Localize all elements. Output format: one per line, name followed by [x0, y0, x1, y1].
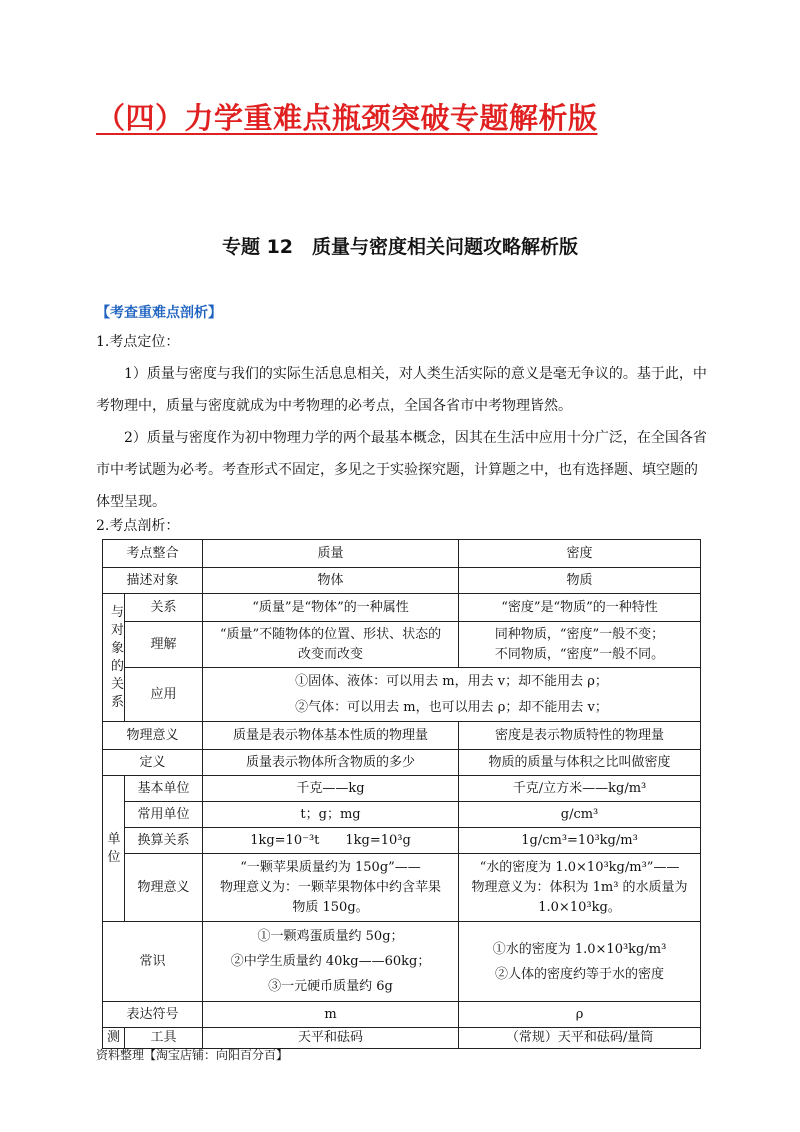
table-row: [103, 622, 701, 668]
physical-meaning-label: 物理意义: [103, 722, 203, 750]
table-row: [103, 776, 701, 802]
symbol-density: ρ: [459, 1002, 701, 1028]
common-sense-mass: [203, 922, 459, 1002]
relation-label: 关系: [125, 594, 203, 622]
symbol-label: 表达符号: [103, 1002, 203, 1028]
measure-group-label: 测: [103, 1028, 125, 1049]
common-unit-mass: t；g；mg: [203, 802, 459, 828]
unit-group-label: 单位: [103, 776, 125, 922]
common-unit-label: 常用单位: [125, 802, 203, 828]
definition-mass: 质量表示物体所含物质的多少: [203, 750, 459, 776]
understand-density-line-2: 不同物质，“密度”一般不同。: [494, 646, 665, 662]
table-row: [103, 922, 701, 1002]
table-row: [103, 854, 701, 922]
table-row: [103, 828, 701, 854]
unit-meaning-mass-line-2: 物理意义为：一颗苹果物体中约含苹果物质 150g。: [220, 879, 442, 915]
table-row: [103, 802, 701, 828]
section2-heading: 2.考点剖析：: [96, 518, 180, 534]
symbol-mass: m: [203, 1002, 459, 1028]
common-sense-density: [459, 922, 701, 1002]
knowledge-table: [102, 539, 701, 1049]
definition-density: 物质的质量与体积之比叫做密度: [459, 750, 701, 776]
common-sense-label: 常识: [103, 922, 203, 1002]
unit-meaning-mass-line-1: “一颗苹果质量约为 150g”——: [240, 859, 421, 875]
understand-density: [459, 622, 701, 668]
physical-meaning-mass: 质量是表示物体基本性质的物理量: [203, 722, 459, 750]
common-sense-density-line-2: ②人体的密度约等于水的密度: [495, 966, 665, 982]
relation-group-label: 与对象的关系: [103, 594, 125, 722]
conversion-density: 1g/cm³=10³kg/m³: [459, 828, 701, 854]
relation-density: “密度”是“物质”的一种特性: [459, 594, 701, 622]
application-line-2: ②气体：可以用去 m，也可以用去 ρ；却不能用去 v；: [295, 699, 608, 715]
section1-paragraph-1: 1）质量与密度与我们的实际生活息息相关，对人类生活实际的意义是毫无争议的。基于此，中考物理中，质量与密度就成为中考物理的必考点，全国各省市中考物理皆然。: [96, 366, 707, 414]
unit-meaning-label: 物理意义: [125, 854, 203, 922]
table-row: [103, 540, 701, 568]
table-row: [103, 722, 701, 750]
header-density-cell: 密度: [459, 540, 701, 568]
header-mass-cell: 质量: [203, 540, 459, 568]
unit-meaning-density-line-2: 物理意义为：体积为 1m³ 的水质量为 1.0×10³kg。: [471, 879, 688, 915]
common-unit-density: g/cm³: [459, 802, 701, 828]
unit-meaning-density-line-1: “水的密度为 1.0×10³kg/m³”——: [479, 859, 680, 875]
table-row: [103, 668, 701, 722]
tool-label: 工具: [125, 1028, 203, 1049]
base-unit-label: 基本单位: [125, 776, 203, 802]
unit-meaning-mass: [203, 854, 459, 922]
table-row: [103, 594, 701, 622]
table-row: [103, 1002, 701, 1028]
footer-note: 资料整理【淘宝店铺：向阳百分百】: [96, 1048, 289, 1062]
physical-meaning-density: 密度是表示物质特性的物理量: [459, 722, 701, 750]
table-row: [103, 568, 701, 594]
common-sense-mass-line-1: ①一颗鸡蛋质量约 50g；: [257, 929, 404, 944]
table-row: [103, 750, 701, 776]
conversion-mass: 1kg=10⁻³t 1kg=10³g: [203, 828, 459, 854]
relation-mass: “质量”是“物体”的一种属性: [203, 594, 459, 622]
unit-meaning-density: [459, 854, 701, 922]
section1-heading: 1.考点定位：: [96, 334, 180, 350]
section-heading: 【考查重难点剖析】: [96, 305, 222, 321]
object-density: 物质: [459, 568, 701, 594]
understand-density-line-1: 同种物质，“密度”一般不变；: [494, 626, 665, 642]
tool-mass: 天平和砝码: [203, 1028, 459, 1049]
object-label: 描述对象: [103, 568, 203, 594]
base-unit-mass: 千克——kg: [203, 776, 459, 802]
conversion-label: 换算关系: [125, 828, 203, 854]
application-line-1: ①固体、液体：可以用去 m，用去 v；却不能用去 ρ；: [295, 673, 608, 689]
base-unit-density: 千克/立方米——kg/m³: [459, 776, 701, 802]
section1-paragraph-2: 2）质量与密度作为初中物理力学的两个最基本概念，因其在生活中应用十分广泛，在全国各省市中考试题为必考。考查形式不固定，多见之于实验探究题，计算题之中，也有选择题、填空题的体型呈现。: [96, 430, 707, 510]
application-content: [203, 668, 701, 722]
definition-label: 定义: [103, 750, 203, 776]
common-sense-mass-line-2: ②中学生质量约 40kg——60kg；: [230, 954, 431, 969]
common-sense-mass-line-3: ③一元硬币质量约 6g: [268, 979, 393, 994]
series-title: （四）力学重难点瓶颈突破专题解析版: [96, 101, 598, 135]
understand-mass: “质量”不随物体的位置、形状、状态的改变而改变: [203, 622, 459, 668]
object-mass: 物体: [203, 568, 459, 594]
tool-density: （常规）天平和砝码/量筒: [459, 1028, 701, 1049]
understand-label: 理解: [125, 622, 203, 668]
common-sense-density-line-1: ①水的密度为 1.0×10³kg/m³: [492, 941, 667, 957]
header-topic-cell: 考点整合: [103, 540, 203, 568]
topic-title: 专题 12 质量与密度相关问题攻略解析版: [221, 236, 579, 258]
application-label: 应用: [125, 668, 203, 722]
